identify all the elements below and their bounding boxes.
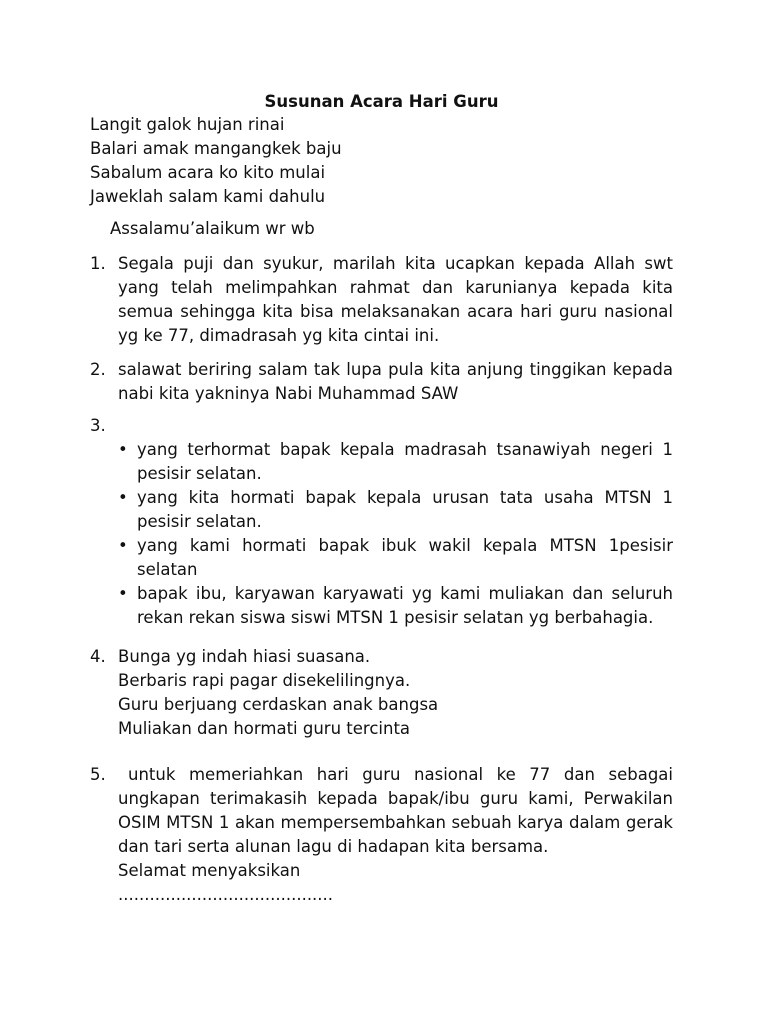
- item-number: 3.: [90, 416, 106, 435]
- pantun-line: Jaweklah salam kami dahulu: [90, 187, 326, 206]
- document-title: Susunan Acara Hari Guru: [264, 92, 499, 111]
- closing-text: Selamat menyaksikan: [118, 861, 301, 880]
- list-item: [118, 582, 673, 630]
- list-item: [118, 534, 673, 582]
- bullet-text: yang terhormat bapak kepala madrasah tsanawiyah negeri 1 pesisir selatan.: [137, 440, 673, 483]
- list-item-3: [90, 414, 673, 630]
- verse-line: Berbaris rapi pagar disekelilingnya.: [118, 671, 411, 690]
- item-text: salawat beriring salam tak lupa pula kita anjung tinggikan kepada nabi kita yakninya Nabi Muhammad SAW: [118, 360, 673, 403]
- list-item-4: [90, 645, 673, 741]
- honorifics-list: [118, 438, 673, 630]
- bullet-icon: •: [118, 440, 128, 459]
- bullet-icon: •: [118, 584, 128, 603]
- bullet-text: bapak ibu, karyawan karyawati yg kami muliakan dan seluruh rekan rekan siswa siswi MTSN 1 pesisir selatan yg berbahagia.: [137, 584, 673, 627]
- list-item-1: [90, 252, 673, 348]
- item-text: Segala puji dan syukur, marilah kita ucapkan kepada Allah swt yang telah melimpahkan rahmat dan karunianya kepada kita semua sehingga kita bisa melaksanakan acara hari guru nasional yg ke 77, dimadrasah yg kita cintai ini.: [118, 254, 673, 345]
- verse-line: Guru berjuang cerdaskan anak bangsa: [118, 695, 439, 714]
- item-text: untuk memeriahkan hari guru nasional ke 77 dan sebagai ungkapan terimakasih kepada bapak/ibu guru kami, Perwakilan OSIM MTSN 1 akan mempersembahkan sebuah karya dalam gerak dan tari serta alunan lagu di hadapan kita bersama.: [118, 765, 673, 856]
- bullet-text: yang kami hormati bapak ibuk wakil kepala MTSN 1pesisir selatan: [137, 536, 673, 579]
- verse-line: Bunga yg indah hiasi suasana.: [118, 647, 371, 666]
- list-item: [118, 486, 673, 534]
- item-number: 4.: [90, 647, 106, 666]
- list-item: [118, 438, 673, 486]
- list-item-2: [90, 358, 673, 406]
- bullet-text: yang kita hormati bapak kepala urusan tata usaha MTSN 1 pesisir selatan.: [137, 488, 673, 531]
- verse-line: Muliakan dan hormati guru tercinta: [118, 719, 411, 738]
- list-item-5: [90, 763, 673, 907]
- dotted-line: .........................................: [118, 885, 334, 904]
- item-body: [118, 763, 673, 907]
- item-body: [118, 414, 673, 630]
- item-number: 1.: [90, 254, 106, 273]
- bullet-icon: •: [118, 536, 128, 555]
- item-number: 5.: [90, 765, 106, 784]
- pantun-line: Langit galok hujan rinai: [90, 115, 285, 134]
- item-lines: [118, 645, 673, 741]
- pantun-line: Sabalum acara ko kito mulai: [90, 163, 326, 182]
- pantun-line: Balari amak mangangkek baju: [90, 139, 342, 158]
- salam-greeting: Assalamu’alaikum wr wb: [110, 219, 315, 238]
- item-number: 2.: [90, 360, 106, 379]
- bullet-icon: •: [118, 488, 128, 507]
- opening-pantun: [90, 113, 342, 209]
